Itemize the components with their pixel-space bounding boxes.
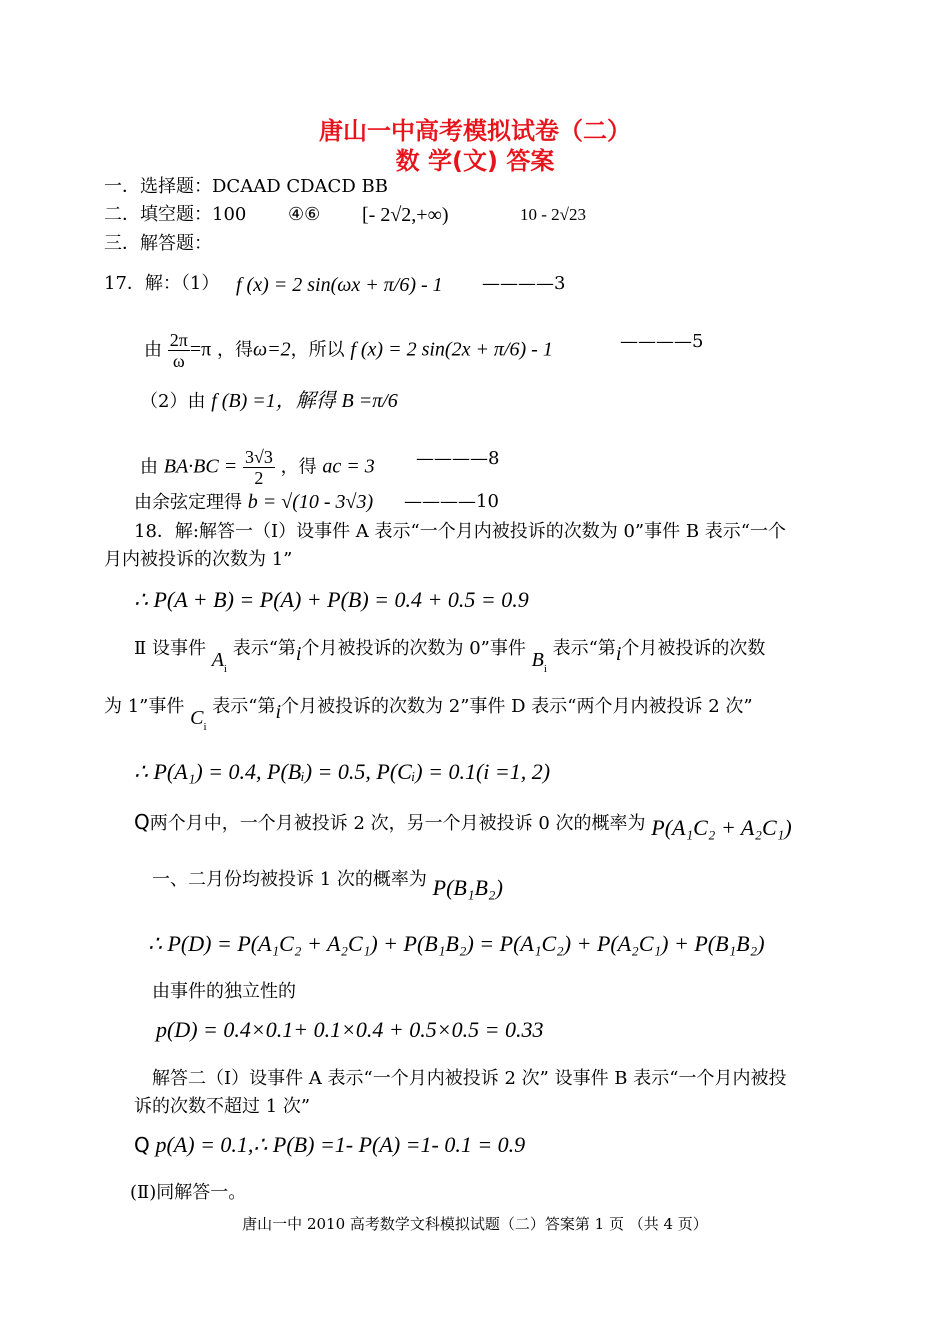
q18-line-2: 月内被投诉的次数为 1”	[104, 549, 293, 570]
fill-answer-4: 10 - 2√23	[520, 205, 586, 224]
q17-formula-1: f (x) = 2 sin(ωx + π/6) - 1	[236, 274, 443, 296]
q17-formula-2: f (x) = 2 sin(2x + π/6) - 1	[350, 338, 553, 361]
q17-line-3	[140, 389, 398, 414]
page-title: 唐山一中高考模拟试卷（二）	[319, 117, 631, 145]
fill-label: 二．填空题：100	[104, 204, 247, 225]
fill-answer-3: [- 2√2,+∞)	[362, 204, 449, 226]
q17-score-5: ————5	[620, 331, 704, 352]
q18-text-3d: 表示“第	[552, 638, 616, 659]
q17-by-label-2: 由	[140, 456, 158, 478]
q18-line-11: (Ⅱ)同解答一。	[130, 1182, 247, 1203]
q17-line-2: 由 $\frac{2\pi}{\omega}$ =π ，得ω=2，所以 f (x) = 2 sin(2x + π/6) - 1	[144, 330, 553, 371]
q17-so-label: ，所以	[290, 339, 345, 361]
q17-head: 17．解：（1）	[104, 273, 220, 294]
q18-formula-1: ∴ P(A + B) = P(A) + P(B) = 0.4 + 0.5 = 0.9	[134, 587, 529, 612]
q17-line-5	[134, 490, 373, 515]
q17-condition: f (B) =1，解得	[211, 390, 336, 412]
q18-line-7: 由事件的独立性的	[152, 981, 296, 1002]
q18-formula-4: p(D) = 0.4×0.1+ 0.1×0.4 + 0.5×0.5 = 0.33	[156, 1017, 544, 1042]
q18-line-10: Q p(A) = 0.1,∴ P(B) =1- P(A) =1- 0.1 = 0.9	[134, 1132, 526, 1157]
section-solve: 三．解答题：	[104, 233, 212, 254]
q17-by-label: 由	[144, 339, 162, 361]
q18-text-4b: 表示“第	[212, 696, 276, 717]
q17-fraction-2pi-omega: $\frac{2\pi}{\omega}$	[169, 330, 188, 371]
page-footer: 唐山一中 2010 高考数学文科模拟试题（二）答案第 1 页 （共 4 页）	[242, 1215, 708, 1233]
section-fill	[104, 203, 586, 227]
q18-text-3b: 表示“第	[232, 638, 296, 659]
q17-score-8: ————8	[416, 448, 500, 469]
q18-prob-2: P(B₁B₂)	[432, 875, 503, 900]
q18-prob-1: P(A₁C₂ + A₂C₁)	[651, 815, 792, 840]
q18-define-label: Ⅱ 设事件	[134, 638, 206, 659]
q18-line-3: Ⅱ 设事件 $A_i$ 表示“第i个月被投诉的次数为 0”事件 $B_i$ 表示“第i个月被投诉的次数	[134, 638, 766, 675]
q18-formula-3: ∴ P(D) = P(A₁C₂ + A₂C₁) + P(B₁B₂) = P(A₁C₂) + P(A₂C₁) + P(B₁B₂)	[148, 931, 765, 956]
q18-text-3c: 个月被投诉的次数为 0”事件	[301, 638, 526, 659]
section-choice: 一．选择题：DCAAD CDACD BB	[104, 176, 388, 197]
q18-line-5: Q两个月中，一个月被投诉 2 次，另一个月被投诉 0 次的概率为 P(A₁C₂ + A₂C₁)	[134, 810, 792, 840]
q18-line-6	[152, 866, 503, 900]
q17-get-label: ，得	[216, 339, 253, 361]
q17-ac-value: ac = 3	[322, 455, 375, 478]
q17-cosine-label: 由余弦定理得	[134, 492, 242, 513]
q17-line-4: 由 BA·BC = $\frac{3√3}{2}$ ，得 ac = 3	[140, 447, 375, 488]
q17-fraction-3sqrt3-2: $\frac{3√3}{2}$	[244, 447, 273, 488]
q18-formula-5: p(A) = 0.1,∴ P(B) =1- P(A) =1- 0.1 = 0.9	[155, 1132, 526, 1157]
q18-text-5: 两个月中，一个月被投诉 2 次，另一个月被投诉 0 次的概率为	[149, 813, 646, 834]
q17-score-3: ————3	[482, 273, 566, 294]
q18-formula-2: ∴ P(A₁) = 0.4, P(Bᵢ) = 0.5, P(Cᵢ) = 0.1(i =1, 2)	[134, 759, 551, 784]
q18-text-3e: 个月被投诉的次数	[621, 638, 766, 659]
q18-text-4a: 为 1”事件	[104, 696, 185, 717]
q17-score-10: ————10	[404, 491, 499, 512]
q18-line-8: 解答二（Ⅰ）设事件 A 表示“一个月内被投诉 2 次” 设事件 B 表示“一个月内被投	[152, 1068, 787, 1089]
q17-get-label-2: ，得	[280, 456, 317, 478]
q17-part2-label: （2）由	[140, 391, 206, 412]
q17-b-value: b = √(10 - 3√3)	[247, 491, 374, 513]
fill-answer-2: ④⑥	[288, 204, 321, 225]
q18-line-4: 为 1”事件 $C_i$ 表示“第i个月被投诉的次数为 2”事件 D 表示“两个月内被投诉 2 次”	[104, 696, 753, 733]
q18-text-4c: 个月被投诉的次数为 2”事件 D 表示“两个月内被投诉 2 次”	[281, 696, 753, 717]
q18-line-1: 18．解:解答一（Ⅰ）设事件 A 表示“一个月内被投诉的次数为 0”事件 B 表示“一个	[134, 521, 786, 542]
page-subtitle: 数 学(文) 答案	[395, 147, 555, 175]
q17-angle-b: B =π/6	[341, 390, 398, 412]
q18-line-9: 诉的次数不超过 1 次”	[134, 1096, 311, 1117]
q18-text-6: 一、二月份均被投诉 1 次的概率为	[152, 869, 427, 890]
